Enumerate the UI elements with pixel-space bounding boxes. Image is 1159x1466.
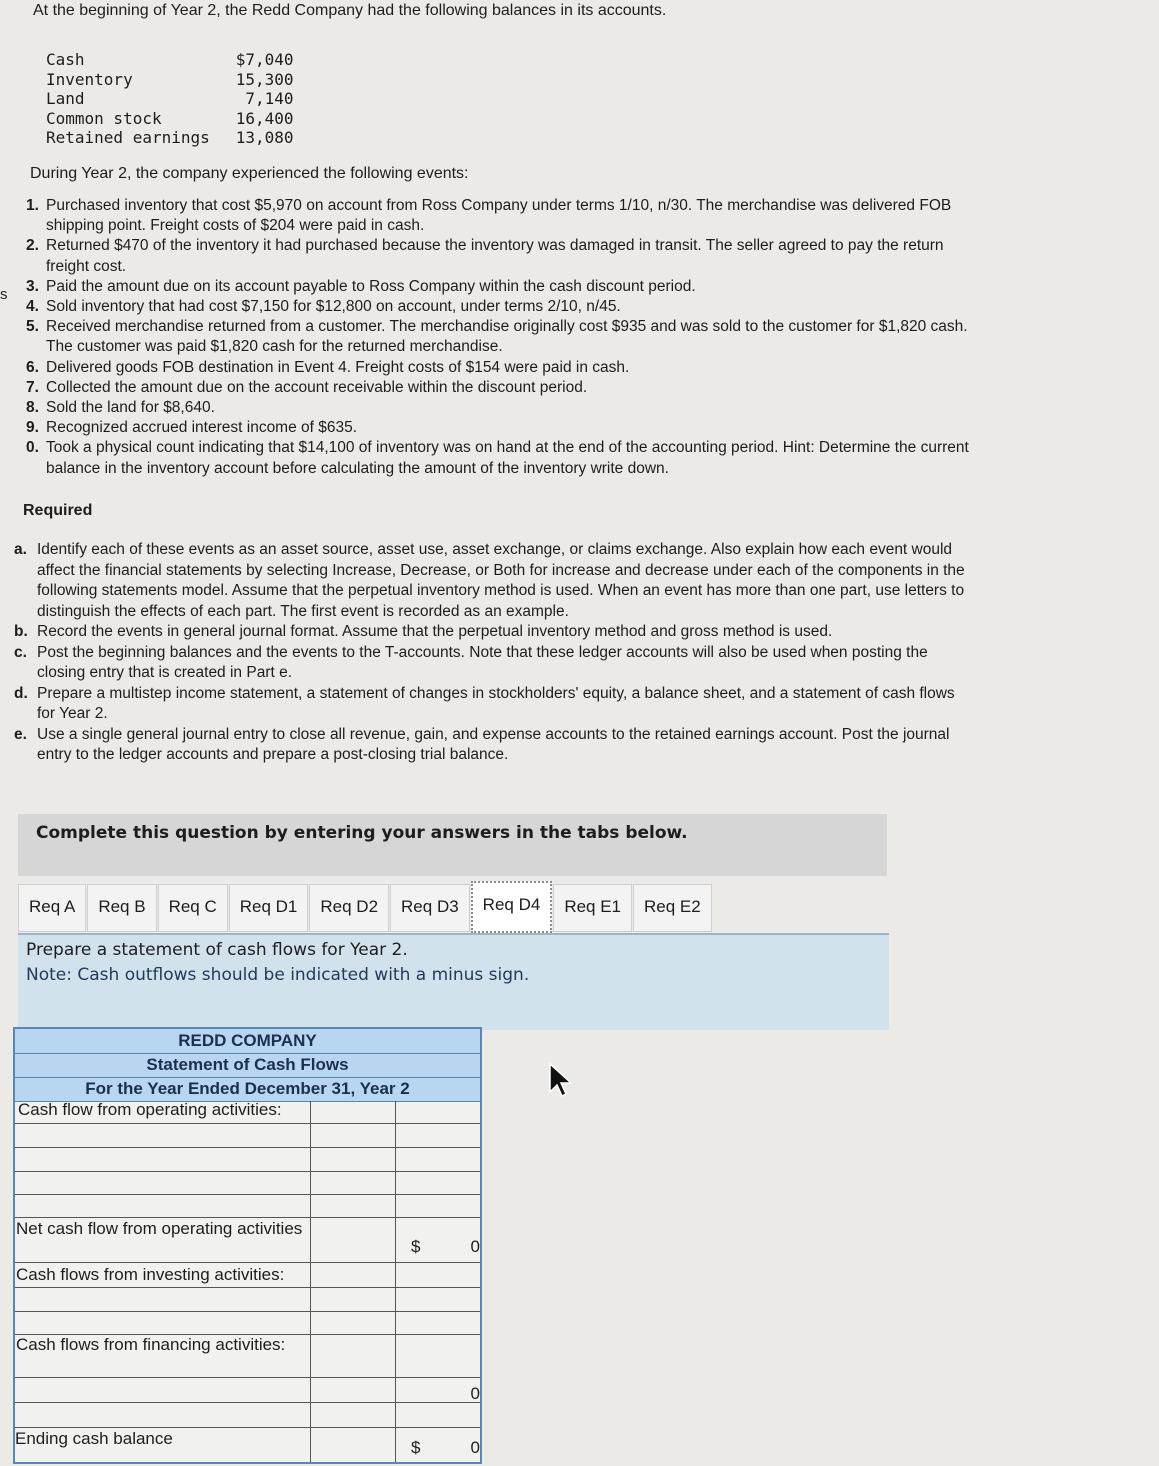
list-item: d. Prepare a multistep income statement, a statement of changes in stockholders' equity, a balance sheet, and a statement of cash flows for Year 2. bbox=[14, 684, 955, 722]
financing-item-amount[interactable] bbox=[310, 1378, 395, 1401]
list-item: b. Record the events in general journal format. Assume that the perpetual inventory method and gross method is used. bbox=[14, 623, 833, 640]
list-item: 7. Collected the amount due on the account receivable within the discount period. bbox=[26, 378, 588, 396]
operating-item-description[interactable] bbox=[15, 1148, 309, 1170]
instruction-banner: Complete this question by entering your answers in the tabs below. bbox=[18, 814, 887, 876]
ending-cash-label: Ending cash balance bbox=[15, 1429, 173, 1448]
net-financing-value: 0 bbox=[470, 1384, 480, 1403]
divider bbox=[15, 1217, 480, 1218]
list-item: e. Use a single general journal entry to close all revenue, gain, and expense accounts to the retained earnings account. Post the journal entry to the ledger accounts and prepare a post-closing trial balance. bbox=[14, 725, 950, 763]
divider bbox=[15, 1053, 480, 1054]
list-item: 4. Sold inventory that had cost $7,150 for $12,800 on account, under terms 2/10, n/45. bbox=[26, 298, 621, 316]
list-item: 8. Sold the land for $8,640. bbox=[26, 399, 215, 417]
operating-item-amount[interactable] bbox=[310, 1172, 395, 1193]
operating-item-description[interactable] bbox=[15, 1195, 309, 1216]
required-heading: Required bbox=[23, 502, 93, 519]
mouse-pointer-icon bbox=[548, 1062, 576, 1103]
list-item: 0. Took a physical count indicating that $14,100 of inventory was on hand at the end of the accounting period. Hint: Determine the current balance in the inventory account before calculating the amount of the inventory write down. bbox=[26, 439, 969, 477]
instructions-text: Prepare a statement of cash flows for Year 2. bbox=[26, 940, 408, 960]
tab-req-d1[interactable]: Req D1 bbox=[229, 884, 309, 932]
divider bbox=[15, 1427, 480, 1428]
operating-item-amount[interactable] bbox=[310, 1148, 395, 1170]
column-divider bbox=[310, 1101, 311, 1462]
divider bbox=[15, 1262, 480, 1263]
tab-req-d3[interactable]: Req D3 bbox=[390, 884, 470, 932]
balance-row: Cash $7,040 bbox=[46, 50, 294, 69]
divider bbox=[15, 1077, 480, 1078]
investing-item-description[interactable] bbox=[15, 1312, 309, 1333]
margin-mark: s bbox=[0, 286, 8, 303]
financing-item-amount[interactable] bbox=[310, 1403, 395, 1426]
list-item: c. Post the beginning balances and the events to the T-accounts. Note that these ledger accounts will also be used when posting the closing entry that is created in Part e. bbox=[14, 643, 928, 681]
investing-item-amount[interactable] bbox=[310, 1312, 395, 1333]
operating-activities-label: Cash flow from operating activities: bbox=[18, 1100, 282, 1119]
ending-cash-value: 0 bbox=[470, 1438, 480, 1457]
tab-instructions-panel bbox=[18, 935, 889, 1030]
operating-item-description[interactable] bbox=[15, 1172, 309, 1193]
operating-item-amount[interactable] bbox=[310, 1124, 395, 1146]
financing-item-description[interactable] bbox=[15, 1378, 309, 1401]
tab-req-a[interactable]: Req A bbox=[18, 884, 86, 932]
net-operating-label: Net cash flow from operating activities bbox=[16, 1219, 303, 1238]
investing-activities-label: Cash flows from investing activities: bbox=[16, 1265, 285, 1284]
currency-symbol: $ bbox=[411, 1438, 421, 1457]
currency-symbol: $ bbox=[411, 1237, 421, 1256]
list-item: 9. Recognized accrued interest income of $635. bbox=[26, 419, 358, 437]
events-intro: During Year 2, the company experienced the following events: bbox=[30, 165, 469, 182]
tab-req-e1[interactable]: Req E1 bbox=[553, 884, 632, 932]
list-item: 6. Delivered goods FOB destination in Event 4. Freight costs of $154 were paid in cash. bbox=[26, 358, 630, 376]
list-item: 5. Received merchandise returned from a customer. The merchandise originally cost $935 and was sold to the customer for $1,820 cash. The customer was paid $1,820 cash for the returned merchandise. bbox=[26, 318, 968, 356]
intro-text: At the beginning of Year 2, the Redd Company had the following balances in its accounts. bbox=[33, 2, 667, 19]
financing-item-description[interactable] bbox=[15, 1403, 309, 1426]
operating-item-amount[interactable] bbox=[310, 1195, 395, 1216]
statement-title: Statement of Cash Flows bbox=[15, 1053, 480, 1077]
tab-req-b[interactable]: Req B bbox=[87, 884, 156, 932]
beginning-balances-table bbox=[46, 50, 294, 148]
column-divider bbox=[395, 1101, 396, 1462]
financing-activities-label: Cash flows from financing activities: bbox=[16, 1335, 286, 1354]
list-item: a. Identify each of these events as an asset source, asset use, asset exchange, or claims exchange. Also explain how each event would affect the financial statements by selecting Increase, Decrease, or Both for increase and decrease under each of the components in the following statements model. Assume that the perpetual inventory method is used. When an event has more than one part, use letters to distinguish the effects of each part. The first event is recorded as an example. bbox=[14, 541, 965, 620]
investing-item-description[interactable] bbox=[15, 1288, 309, 1310]
statement-company: REDD COMPANY bbox=[15, 1029, 480, 1053]
list-item: 3. Paid the amount due on its account payable to Ross Company within the cash discount period. bbox=[26, 277, 696, 295]
balance-row: Inventory 15,300 bbox=[46, 69, 294, 89]
list-item: 2. Returned $470 of the inventory it had purchased because the inventory was damaged in transit. The seller agreed to pay the return freight cost. bbox=[26, 237, 944, 275]
cash-flow-statement bbox=[13, 1027, 482, 1464]
net-operating-value: 0 bbox=[470, 1237, 480, 1256]
balance-row: Land 7,140 bbox=[46, 89, 294, 108]
operating-item-description[interactable] bbox=[15, 1124, 309, 1146]
balance-row: Common stock 16,400 bbox=[46, 108, 294, 128]
tab-req-c[interactable]: Req C bbox=[158, 884, 228, 932]
balance-row: Retained earnings 13,080 bbox=[46, 128, 294, 147]
events-list bbox=[20, 196, 980, 479]
requirements-list bbox=[14, 540, 974, 766]
requirement-tabs bbox=[18, 880, 713, 934]
statement-period: For the Year Ended December 31, Year 2 bbox=[15, 1077, 480, 1101]
tab-req-e2[interactable]: Req E2 bbox=[633, 884, 712, 932]
investing-item-amount[interactable] bbox=[310, 1288, 395, 1310]
tab-req-d2[interactable]: Req D2 bbox=[309, 884, 389, 932]
tab-req-d4[interactable]: Req D4 bbox=[471, 881, 553, 933]
list-item: 1. Purchased inventory that cost $5,970 on account from Ross Company under terms 1/10, n/30. The merchandise was delivered FOB shipping point. Freight costs of $204 were paid in cash. bbox=[26, 197, 952, 235]
instructions-note: Note: Cash outflows should be indicated with a minus sign. bbox=[26, 965, 530, 985]
